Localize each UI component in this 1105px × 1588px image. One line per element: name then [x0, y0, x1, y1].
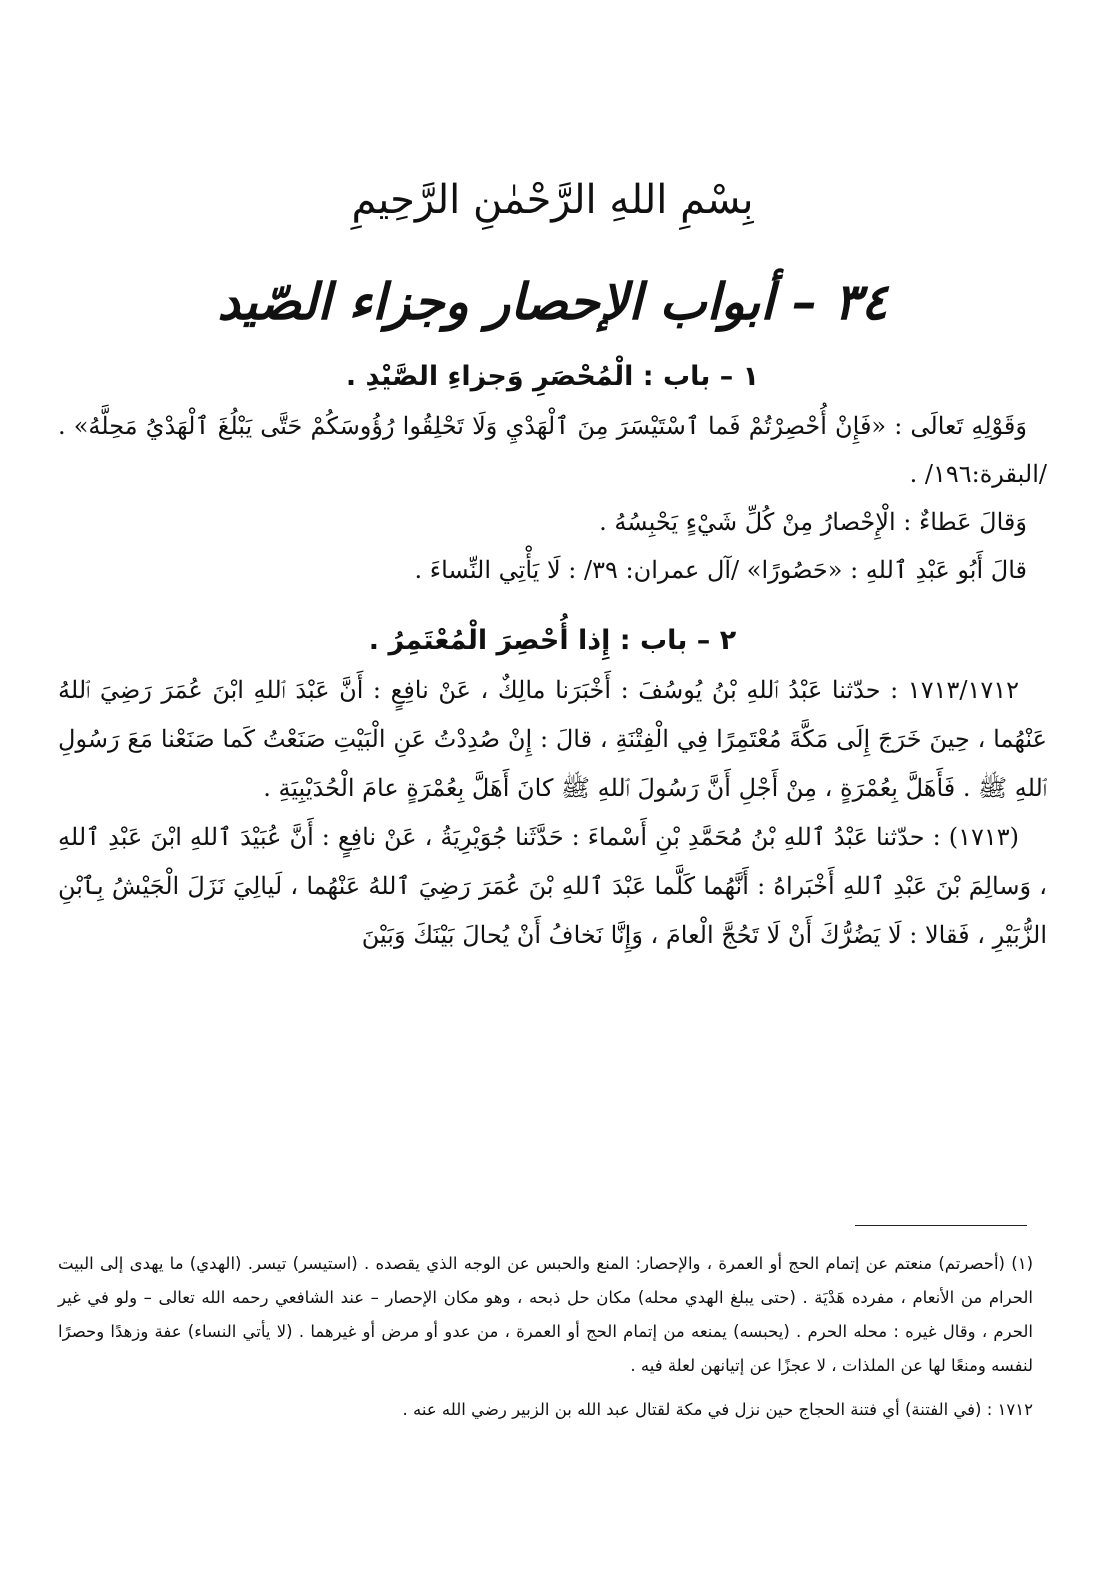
- footnote-divider: [855, 1225, 1027, 1226]
- chapter-1-title: ١ – باب : الْمُحْصَرِ وَجزاءِ الصَّيْدِ .: [345, 361, 760, 392]
- footnote-1712: ١٧١٢ : (في الفتنة) أي فتنة الحجاج حين نزل في مكة لقتال عبد الله بن الزبير رضي الله عنه .: [402, 1400, 1033, 1419]
- chapter-1-abu-abdullah-saying: قالَ أَبُو عَبْدِ ٱللهِ : «حَصُورًا» /آل عمران: ٣٩/ : لَا يَأْتِي النِّساءَ .: [414, 556, 1027, 584]
- footnotes: [58, 1247, 1033, 1427]
- hadith-1713: (١٧١٣) : حدّثنا عَبْدُ ٱللهِ بْنُ مُحَمَّدِ بْنِ أَسْماءَ : حَدَّثَنا جُوَيْرِيَةُ ، عَنْ نافِعٍ : أَنَّ عُبَيْدَ ٱللهِ ابْنَ عَبْدِ ٱللهِ ، وَسالِمَ بْنَ عَبْدِ ٱللهِ أَخْبَراهُ : أَنَّهُما كَلَّما عَبْدَ ٱللهِ بْنَ عُمَرَ رَضِيَ ٱللهُ عَنْهُما ، لَيالِيَ نَزَلَ الْجَيْشُ بِٱبْنِ الزُّبَيْرِ ، فَقالا : لَا يَضُرُّكَ أَنْ لَا تَحُجَّ الْعامَ ، وَإِنَّا نَخافُ أَنْ يُحالَ بَيْنَكَ وَبَيْنَ: [58, 823, 1047, 949]
- basmala-heading: بِسْمِ اللهِ الرَّحْمٰنِ الرَّحِيمِ: [351, 177, 754, 223]
- footnote-1: (١) (أحصرتم) منعتم عن إتمام الحج أو العمرة ، والإحصار: المنع والحبس عن الوجه الذي يقصده . (استيسر) تيسر. (الهدي) ما يهدى إلى البيت الحرام من الأنعام ، مفرده هَدْيَة . (حتى يبلغ الهدي محله) مكان حل ذبحه ، وهو مكان الإحصار – عند الشافعي رحمه الله تعالى – ولو في غير الحرم ، وقال غيره : محله الحرم . (يحبسه) يمنعه من إتمام الحج أو العمرة ، من عدو أو مرض أو غيرهما . (لا يأتي النساء) عفة وزهدًا وحصرًا لنفسه ومنعًا لها عن الملذات ، لا عجزًا عن إتيانهن لعلة فيه .: [58, 1254, 1033, 1375]
- section-gap: [58, 594, 1047, 616]
- chapter-1-ata-saying: وَقالَ عَطاءٌ : الْإِحْصارُ مِنْ كُلِّ شَيْءٍ يَحْبِسُهُ .: [599, 508, 1027, 536]
- chapter-2-title: ٢ – باب : إِذا أُحْصِرَ الْمُعْتَمِرُ .: [368, 625, 737, 656]
- book-title: ٣٤ – أبواب الإحصار وجزاء الصّيد: [217, 272, 888, 331]
- chapter-1-verse: وَقَوْلِهِ تَعالَى : «فَإِنْ أُحْصِرْتُمْ فَما ٱسْتَيْسَرَ مِنَ ٱلْهَدْيِ وَلَا تَحْلِقُوا رُؤُوسَكُمْ حَتَّى يَبْلُغَ ٱلْهَدْيُ مَحِلَّهُ» . /البقرة:١٩٦/ .: [58, 412, 1047, 488]
- hadith-1712-1713: ١٧١٣/١٧١٢ : حدّثنا عَبْدُ ٱللهِ بْنُ يُوسُفَ : أَخْبَرَنا مالِكٌ ، عَنْ نافِعٍ : أَنَّ عَبْدَ ٱللهِ ابْنَ عُمَرَ رَضِيَ ٱللهُ عَنْهُما ، حِينَ خَرَجَ إِلَى مَكَّةَ مُعْتَمِرًا فِي الْفِتْنَةِ ، قالَ : إِنْ صُدِدْتُ عَنِ الْبَيْتِ صَنَعْتُ كَما صَنَعْنا مَعَ رَسُولِ ٱللهِ ﷺ . فَأَهَلَّ بِعُمْرَةٍ ، مِنْ أَجْلِ أَنَّ رَسُولَ ٱللهِ ﷺ كانَ أَهَلَّ بِعُمْرَةٍ عامَ الْحُدَيْبِيَةِ .: [58, 676, 1047, 802]
